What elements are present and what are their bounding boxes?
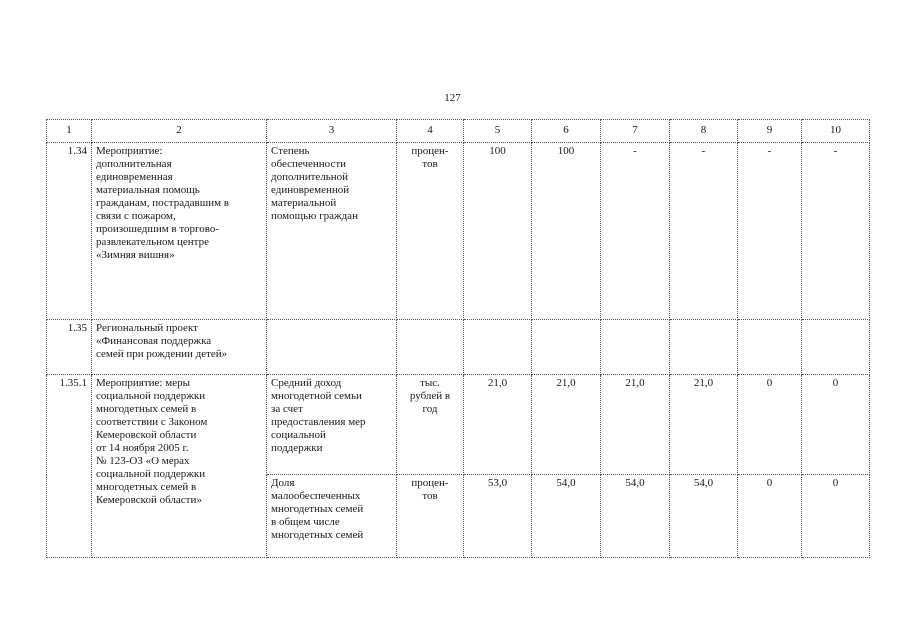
- row-number: 1.34: [47, 143, 92, 320]
- column-header: 3: [267, 120, 397, 143]
- value-cell: -: [670, 143, 738, 320]
- unit-cell: процен- тов: [397, 143, 464, 320]
- value-cell: 54,0: [532, 475, 601, 558]
- value-cell: [670, 320, 738, 375]
- value-cell: [601, 320, 670, 375]
- value-cell: 0: [802, 475, 870, 558]
- event-cell: Мероприятие: меры социальной поддержки многодетных семей в соответствии с Законом Кемеровской области от 14 ноября 2005 г. № 123-ОЗ «О мерах социальной поддержки многодетных семей в Кемеровской области»: [92, 375, 267, 558]
- value-cell: [532, 320, 601, 375]
- row-number: 1.35.1: [47, 375, 92, 558]
- indicator-cell: Средний доход многодетной семьи за счет предоставления мер социальной поддержки: [267, 375, 397, 475]
- value-cell: 0: [802, 375, 870, 475]
- value-cell: 21,0: [532, 375, 601, 475]
- program-table: [46, 119, 870, 558]
- value-cell: -: [802, 143, 870, 320]
- indicator-cell: Степень обеспеченности дополнительной единовременной материальной помощью граждан: [267, 143, 397, 320]
- column-header: 10: [802, 120, 870, 143]
- value-cell: 21,0: [601, 375, 670, 475]
- indicator-cell: [267, 320, 397, 375]
- column-header: 6: [532, 120, 601, 143]
- indicator-cell: Доля малообеспеченных многодетных семей в общем числе многодетных семей: [267, 475, 397, 558]
- row-number: 1.35: [47, 320, 92, 375]
- value-cell: -: [738, 143, 802, 320]
- unit-cell: процен- тов: [397, 475, 464, 558]
- page-number: 127: [444, 92, 461, 104]
- column-header: 8: [670, 120, 738, 143]
- value-cell: 54,0: [670, 475, 738, 558]
- value-cell: [738, 320, 802, 375]
- value-cell: 100: [532, 143, 601, 320]
- value-cell: [464, 320, 532, 375]
- column-header: 5: [464, 120, 532, 143]
- table-row: [47, 375, 870, 475]
- table-row: [47, 143, 870, 320]
- event-cell: Мероприятие: дополнительная единовременная материальная помощь гражданам, пострадавшим в связи с пожаром, произошедшим в торгово- развлекательном центре «Зимняя вишня»: [92, 143, 267, 320]
- unit-cell: [397, 320, 464, 375]
- unit-cell: тыс. рублей в год: [397, 375, 464, 475]
- value-cell: 54,0: [601, 475, 670, 558]
- column-header: 2: [92, 120, 267, 143]
- value-cell: -: [601, 143, 670, 320]
- column-header: 9: [738, 120, 802, 143]
- value-cell: 53,0: [464, 475, 532, 558]
- value-cell: 0: [738, 475, 802, 558]
- table-row: [47, 320, 870, 375]
- value-cell: [802, 320, 870, 375]
- value-cell: 100: [464, 143, 532, 320]
- value-cell: 21,0: [464, 375, 532, 475]
- value-cell: 0: [738, 375, 802, 475]
- value-cell: 21,0: [670, 375, 738, 475]
- event-cell: Региональный проект «Финансовая поддержка семей при рождении детей»: [92, 320, 267, 375]
- column-header: 1: [47, 120, 92, 143]
- table-header-row: [47, 120, 870, 143]
- column-header: 7: [601, 120, 670, 143]
- column-header: 4: [397, 120, 464, 143]
